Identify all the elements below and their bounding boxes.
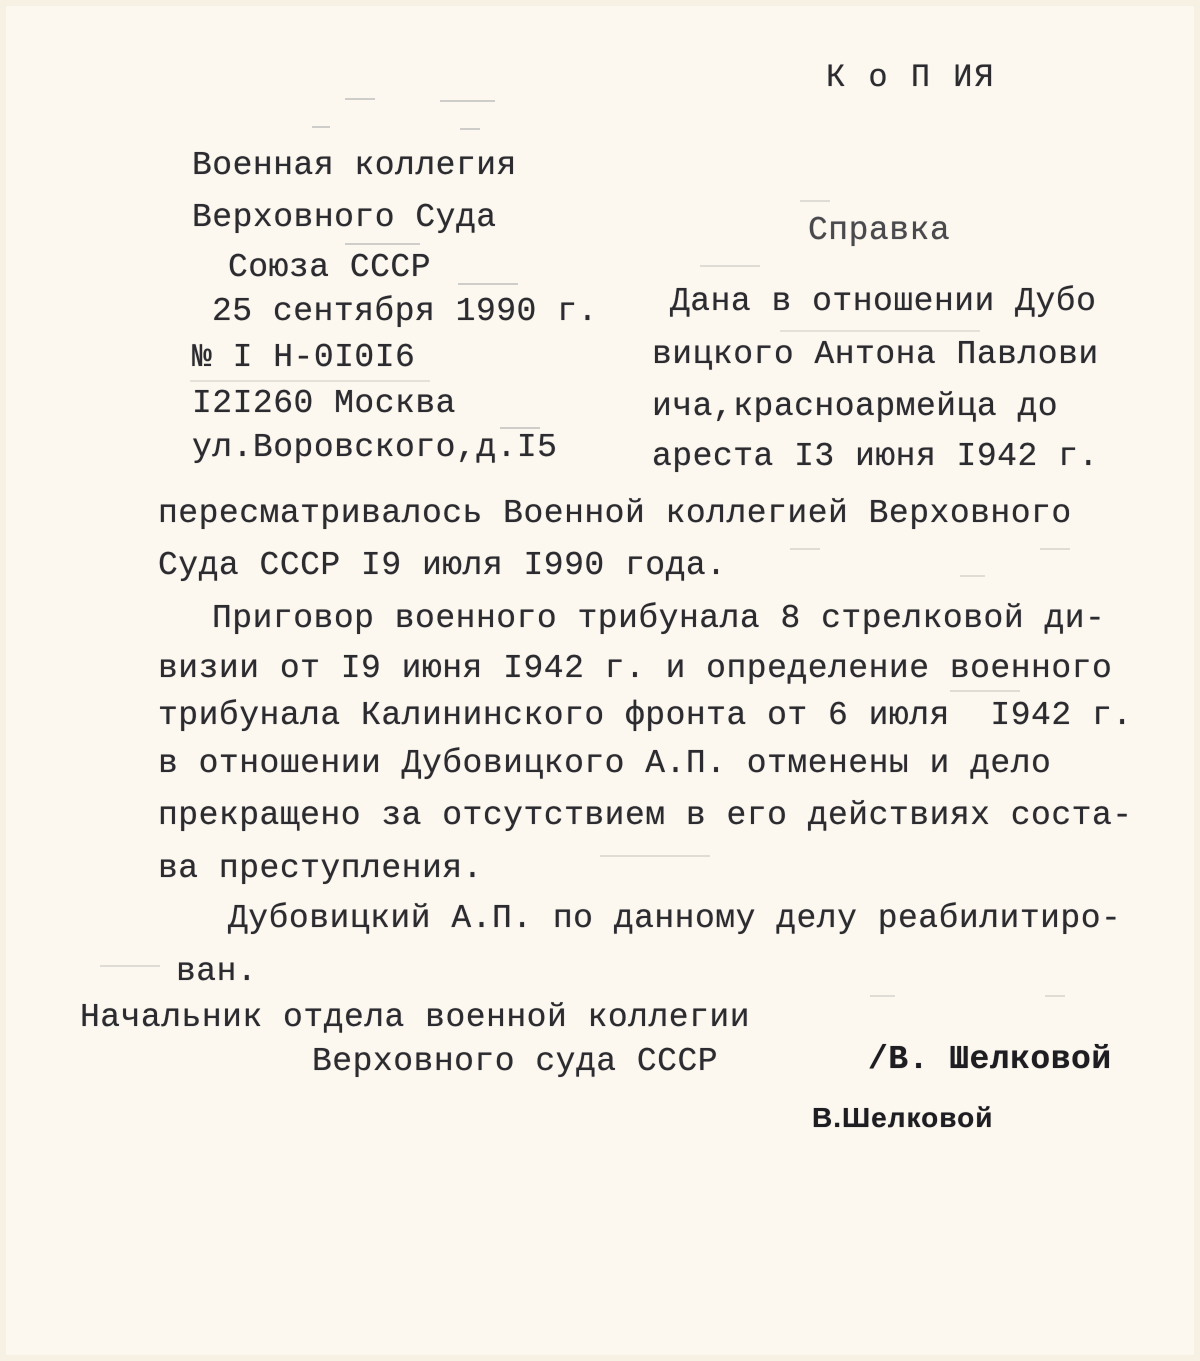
right-block-line-3: ича,красноармейца до (652, 388, 1059, 425)
scan-artifact (800, 200, 830, 202)
sender-line-3: Союза СССР (228, 249, 432, 286)
scan-artifact (190, 380, 430, 382)
body-line-10: ван. (176, 953, 258, 990)
right-block-line-4: ареста I3 июня I942 г. (652, 438, 1099, 475)
body-line-2: Суда СССР I9 июля I990 года. (158, 547, 727, 584)
copy-mark: К о П ИЯ (826, 59, 996, 96)
scan-artifact (790, 548, 820, 550)
document-title: Справка (808, 212, 951, 249)
scan-artifact (440, 100, 495, 102)
scan-artifact (1045, 995, 1065, 997)
signatory-position-line-1: Начальник отдела военной коллегии (80, 999, 751, 1036)
scan-artifact (312, 126, 330, 128)
signatory-stamp-name: В.Шелковой (812, 1102, 994, 1133)
scan-artifact (780, 330, 980, 332)
body-line-3: Приговор военного трибунала 8 стрелковой ди- (212, 600, 1106, 637)
body-line-4: визии от I9 июня I942 г. и определение военного (158, 650, 1113, 687)
body-line-7: прекращено за отсутствием в его действиях соста- (158, 797, 1133, 834)
right-block-line-2: вицкого Антона Павлови (652, 336, 1099, 373)
sender-postal: I2I260 Москва (192, 385, 456, 422)
scan-artifact (100, 965, 160, 967)
body-line-5: трибунала Калининского фронта от 6 июля I942 г. (158, 697, 1133, 734)
scan-artifact (870, 995, 895, 997)
sender-line-1: Военная коллегия (192, 147, 517, 184)
scan-artifact (345, 243, 420, 245)
sender-line-2: Верховного Суда (192, 199, 497, 236)
scan-artifact (950, 690, 1020, 692)
sender-street: ул.Воровского,д.I5 (192, 429, 558, 466)
scan-artifact (460, 128, 480, 130)
sender-date: 25 сентября 1990 г. (212, 293, 598, 330)
scan-artifact (345, 98, 375, 100)
body-line-6: в отношении Дубовицкого А.П. отменены и дело (158, 745, 1052, 782)
signatory-typed-name: /В. Шелковой (868, 1041, 1112, 1078)
right-block-line-1: Дана в отношении Дубо (670, 283, 1097, 320)
body-line-9: Дубовицкий А.П. по данному делу реабилитиро- (228, 900, 1122, 937)
body-line-1: пересматривалось Военной коллегией Верховного (158, 495, 1072, 532)
scan-artifact (700, 265, 760, 267)
body-line-8: ва преступления. (158, 850, 483, 887)
signatory-position-line-2: Верховного суда СССР (312, 1043, 719, 1080)
scan-artifact (600, 855, 710, 857)
scan-artifact (1040, 548, 1070, 550)
scan-artifact (458, 283, 518, 285)
sender-number: № I Н-0I0I6 (192, 339, 416, 376)
scan-artifact (960, 575, 985, 577)
